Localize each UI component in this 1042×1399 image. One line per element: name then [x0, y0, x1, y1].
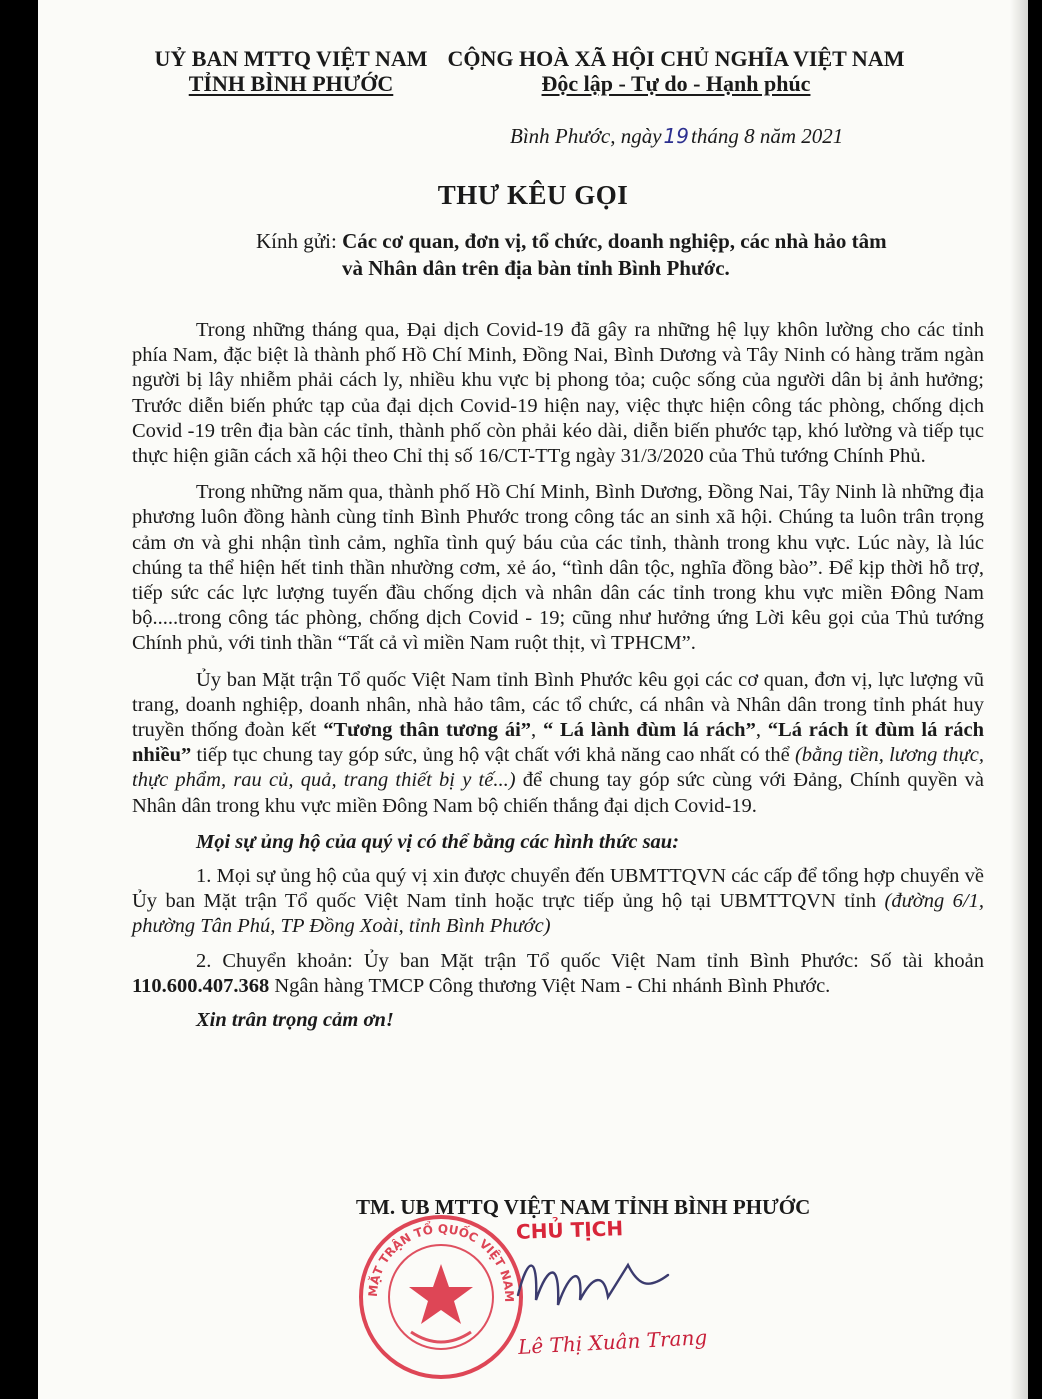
item1-text: 1. Mọi sự ủng hộ của quý vị xin được chuyển đến UBMTTQVN các cấp để tổng hợp chuyển về Ủy ban Mặt trận Tổ quốc Việt Nam tỉnh hoặc trực tiếp ủng hộ tại UBMTTQVN tỉnh [132, 865, 984, 913]
signing-organization: TM. UB MTTQ VIỆT NAM TỈNH BÌNH PHƯỚC [356, 1195, 811, 1219]
org-province: TỈNH BÌNH PHƯỚC [188, 71, 394, 96]
account-number: 110.600.407.368 [132, 974, 270, 997]
p3-slogan-2: “ Lá lành đùm lá rách” [542, 719, 756, 742]
thanks-text: Xin trân trọng cảm ơn! [196, 1009, 394, 1032]
nation-name: CỘNG HOÀ XÃ HỘI CHỦ NGHĨA VIỆT NAM [447, 46, 905, 71]
p3-slogan-3: “Lá rách ít đùm lá rách nhiều” [132, 719, 985, 767]
document-title: THƯ KÊU GỌI [437, 180, 629, 210]
date-prefix: Bình Phước, ngày [510, 124, 662, 148]
support-item-1 [132, 864, 984, 940]
date-day-handwritten: 19 [663, 124, 689, 148]
recipient-line2: và Nhân dân trên địa bàn tỉnh Bình Phước. [342, 256, 730, 280]
handwritten-signature [508, 1245, 678, 1320]
nation-motto: Độc lập - Tự do - Hạnh phúc [541, 71, 811, 96]
document-date [510, 124, 843, 149]
p3-text-f: để chung tay góp sức cùng với Đảng, Chính quyền và Nhân dân trong khu vực miền Đông Nam bộ chiến thắng đại dịch Covid-19. [132, 769, 984, 817]
p3-text-e: tiếp tục chung tay góp sức, ủng hộ vật chất với khả năng cao nhất có thể [196, 744, 790, 767]
recipient-block [256, 228, 887, 282]
signer-name: Lê Thị Xuân Trang [517, 1325, 708, 1359]
forms-heading-text: Mọi sự ủng hộ của quý vị có thể bằng các hình thức sau: [196, 830, 680, 853]
org-name: UỶ BAN MTTQ VIỆT NAM [154, 46, 428, 71]
official-seal [356, 1212, 526, 1382]
p3-text-a: Ủy ban Mặt trận Tổ quốc Việt Nam tỉnh Bình Phước kêu gọi các cơ quan, đơn vị, lực lượng vũ trang, doanh nghiệp, doanh nhân, nhà hảo tâm, các tổ chức, cá nhân và Nhân dân trong tỉnh phát huy truyền thống đoàn kết [132, 668, 984, 742]
p3-slogan-1: “Tương thân tương ái” [323, 719, 532, 742]
recipient-label: Kính gửi: [256, 229, 337, 253]
national-heading [436, 46, 916, 96]
p3-comma-2: , [755, 719, 761, 742]
paragraph-3 [132, 668, 984, 819]
paragraph-1: Trong những tháng qua, Đại dịch Covid-19 đã gây ra những hệ lụy khôn lường cho các tỉnh phía Nam, đặc biệt là thành phố Hồ Chí Minh, Đồng Nai, Bình Dương và Tây Ninh có hàng trăm ngàn người bị lây nhiễm phải cách ly, nhiều khu vực bị phong tỏa; cuộc sống của người dân bị ảnh hưởng; Trước diễn biến phức tạp của đại dịch Covid-19 hiện nay, việc thực hiện công tác phòng, chống dịch Covid -19 trên địa bàn các tỉnh, thành phố còn phải kéo dài, diễn biến phước tạp, khó lường và tiếp tục thực hiện giãn cách xã hội theo Chỉ thị số 16/CT-TTg ngày 31/3/2020 của Thủ tướng Chính Phủ. [132, 319, 984, 468]
item1-address: (đường 6/1, phường Tân Phú, TP Đồng Xoài, tỉnh Bình Phước) [132, 890, 984, 938]
paragraph-2: Trong những năm qua, thành phố Hồ Chí Minh, Bình Dương, Đồng Nai, Tây Ninh là những địa phương luôn đồng hành cùng tỉnh Bình Phước trong công tác an sinh xã hội. Chúng ta luôn trân trọng cảm ơn và ghi nhận tình cảm, nghĩa tình quý báu của các tỉnh, thành trong khu vực. Lúc này, là lúc chúng ta thể hiện hết tinh thần nhường cơm, xẻ áo, “tình dân tộc, nghĩa đồng bào”. Để kịp thời hỗ trợ, tiếp sức các lực lượng tuyến đầu chống dịch và nhân dân các tỉnh trong khu vực miền Đông Nam bộ.....trong công tác phòng, chống dịch Covid - 19; cũng như hưởng ứng Lời kêu gọi của Thủ tướng Chính phủ, với tinh thần “Tất cả vì miền Nam ruột thịt, vì TPHCM”. [132, 481, 984, 655]
letter-page [38, 0, 1028, 1399]
seal-ring-text: MẶT TRẬN TỔ QUỐC VIỆT NAM [365, 1221, 517, 1303]
issuing-organization [126, 46, 456, 96]
item2-bank: Ngân hàng TMCP Công thương Việt Nam - Chi nhánh Bình Phước. [274, 974, 831, 997]
recipient-line1: Các cơ quan, đơn vị, tổ chức, doanh nghiệp, các nhà hảo tâm [342, 229, 887, 253]
signer-position: CHỦ TỊCH [515, 1216, 624, 1244]
support-item-2 [132, 949, 984, 999]
forms-heading [132, 830, 984, 855]
thanks-line [132, 1008, 984, 1033]
letter-body [132, 318, 984, 1044]
date-suffix: tháng 8 năm 2021 [691, 124, 844, 148]
p3-comma-1: , [531, 719, 537, 742]
p3-examples: (bằng tiền, lương thực, thực phẩm, rau củ, quả, trang thiết bị y tế...) [132, 744, 984, 792]
item2-text: 2. Chuyển khoản: Ủy ban Mặt trận Tổ quốc Việt Nam tỉnh Bình Phước: Số tài khoản [196, 949, 984, 972]
